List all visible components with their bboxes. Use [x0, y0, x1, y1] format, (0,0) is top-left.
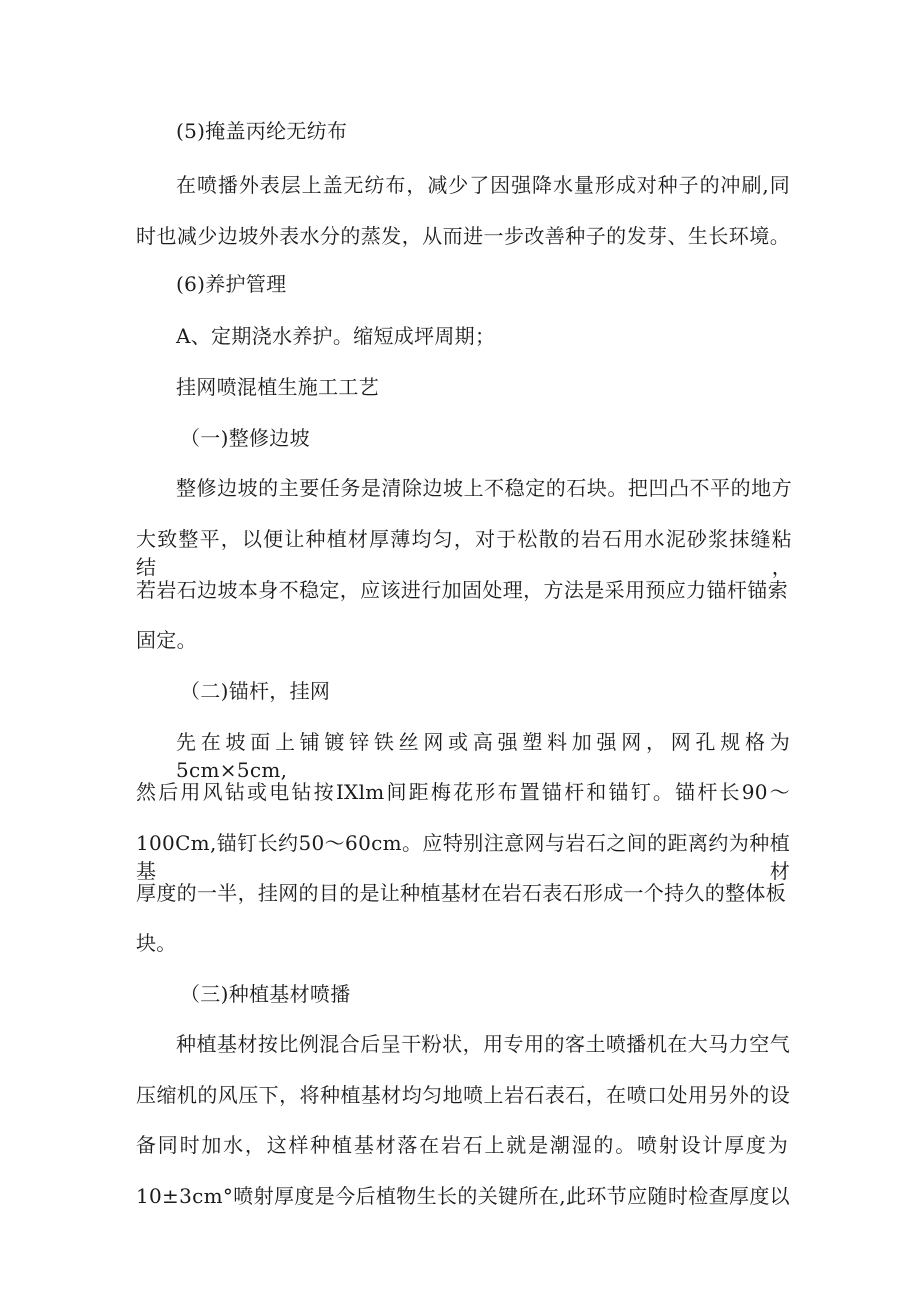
heading-5-cover-nonwoven: (5)掩盖丙纶无纺布 — [176, 119, 348, 143]
paragraph-line: 大致整平，以便让种植材厚薄均匀，对于松散的岩石用水泥砂浆抹缝粘结， — [136, 527, 792, 579]
heading-2-anchor-mesh: （二)锚杆，挂网 — [180, 679, 331, 703]
paragraph-line: 整修边坡的主要任务是清除边坡上不稳定的石块。把凹凸不平的地方 — [176, 476, 792, 500]
paragraph-line: 固定。 — [136, 628, 197, 652]
paragraph-line: 块。 — [136, 931, 177, 955]
paragraph-line: 若岩石边坡本身不稳定，应该进行加固处理，方法是采用预应力锚杆锚索 — [136, 578, 788, 602]
paragraph-line: 种植基材按比例混合后呈干粉状，用专用的客土喷播机在大马力空气 — [176, 1032, 790, 1056]
section-title: 挂网喷混植生施工工艺 — [176, 375, 379, 399]
paragraph-line: 先在坡面上铺镀锌铁丝网或高强塑料加强网，网孔规格为5cm×5cm, — [176, 730, 790, 782]
paragraph-line: A、定期浇水养护。缩短成坪周期； — [176, 324, 496, 348]
paragraph-line: 备同时加水，这样种植基材落在岩石上就是潮湿的。喷射设计厚度为 — [136, 1133, 788, 1157]
paragraph-line: 然后用风钻或电钻按IXlm间距梅花形布置锚杆和锚钉。锚杆长90～ — [136, 780, 790, 804]
paragraph-line: 100Cm,锚钉长约50～60cm。应特别注意网与岩石之间的距离约为种植基材 — [136, 831, 790, 883]
heading-1-slope-trimming: （一)整修边坡 — [180, 426, 310, 450]
paragraph-line: 在喷播外表层上盖无纺布，减少了因强降水量形成对种子的冲刷,同 — [176, 173, 790, 197]
paragraph-line: 厚度的一半，挂网的目的是让种植基材在岩石表石形成一个持久的整体板 — [136, 881, 786, 905]
heading-3-substrate-spraying: （三)种植基材喷播 — [180, 982, 351, 1006]
paragraph-line: 压缩机的风压下，将种植基材均匀地喷上岩石表石，在喷口处用另外的设 — [136, 1083, 790, 1107]
paragraph-line: 10±3cm°喷射厚度是今后植物生长的关键所在,此环节应随时检查厚度以 — [136, 1184, 790, 1208]
heading-6-maintenance: (6)养护管理 — [176, 272, 287, 296]
paragraph-line: 时也减少边坡外表水分的蒸发，从而进一步改善种子的发芽、生长环境。 — [136, 224, 790, 248]
